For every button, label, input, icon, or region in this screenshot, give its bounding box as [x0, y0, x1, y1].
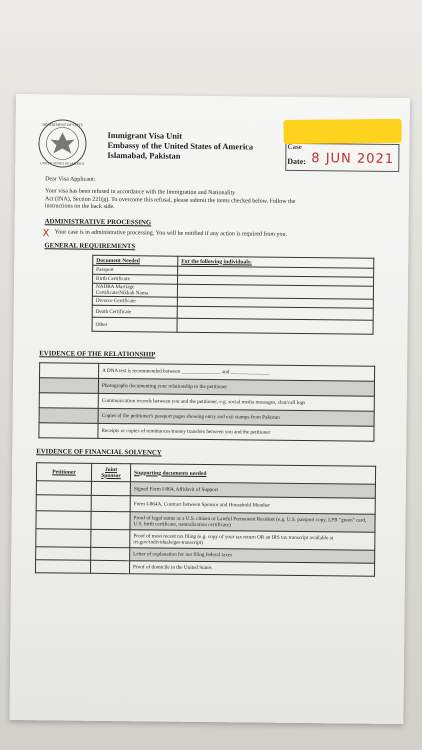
visa-refusal-letter [9, 94, 410, 724]
letter-body-line: instructions on the back side. [44, 203, 115, 211]
salutation: Dear Visa Applicant: [45, 176, 96, 183]
column-header: Document Needed [93, 255, 178, 266]
table-cell: Birth Certificate [93, 274, 178, 284]
general-heading: GENERAL REQUIREMENTS [44, 242, 136, 251]
table-cell: Communication records between you and the petitioner, e.g. social media messages, chat/call logs [98, 393, 374, 411]
table-cell: Signed Form I-864, Affidavit of Support [130, 482, 375, 499]
table-cell: Form I-864A, Contract between Sponsor and Household Member [130, 496, 375, 515]
department-of-state-seal-icon [37, 118, 88, 169]
column-header: Joint Sponsor [91, 463, 130, 481]
seal-text-top: DEPARTMENT OF STATE [42, 122, 83, 128]
column-header: Petitioner [36, 463, 91, 482]
admin-heading: ADMINISTRATIVE PROCESSING [44, 218, 152, 227]
table-cell: Letter of explanation for not filing federal taxes [130, 548, 375, 564]
table-row [92, 317, 373, 334]
letterhead-unit: Immigrant Visa Unit [107, 130, 183, 141]
letter-body-line: Your visa has been refused in accordance with the Immigration and Nationality [44, 188, 236, 197]
admin-text: Your case is in administrative processing. You will be notified if any action is required from you. [54, 229, 288, 238]
letterhead-embassy: Embassy of the United States of America [107, 140, 254, 152]
general-requirements-table [92, 255, 375, 335]
letter-body [45, 188, 395, 214]
letterhead-location: Islamabad, Pakistan [107, 150, 181, 161]
column-header: Supporting documents needed [130, 464, 375, 485]
table-cell: Death Certificate [92, 305, 177, 318]
table-cell: Proof of domicile in the United States [129, 561, 374, 577]
letterhead [107, 131, 253, 163]
table-cell: A DNA test is recommended between _______________ and _______________ [99, 363, 375, 381]
checkmark-x-icon: X [42, 228, 50, 240]
case-label: Case [287, 142, 302, 151]
relationship-heading: EVIDENCE OF THE RELATIONSHIP [39, 350, 156, 359]
seal-text-bottom: UNITED STATES OF AMERICA [40, 161, 85, 166]
financial-solvency-table [35, 462, 376, 577]
table-cell: Other [92, 317, 177, 332]
date-label: Date: [287, 156, 307, 167]
table-cell: Passport [93, 265, 178, 275]
redaction-highlight [284, 119, 402, 144]
table-row [39, 423, 374, 442]
table-cell: Copies of the petitioner's passport pages showing entry and exit stamps from Pakistan [98, 408, 374, 426]
financial-heading: EVIDENCE OF FINANCIAL SOLVENCY [36, 448, 162, 457]
relationship-table [38, 362, 375, 442]
table-row [35, 560, 374, 577]
table-cell: Proof of legal status as a U.S. citizen or Lawful Permanent Resident (e.g. U.S. passport copy, LPR "green" card, U.S. birth certificate, naturalization certificate) [130, 512, 375, 533]
table-cell: Receipts or copies of remittances/money transfers between you and the petitioner [98, 423, 374, 441]
table-cell: NADRA Marriage Certificate/Nikkah Nama [92, 283, 177, 297]
handwritten-date: 8 JUN 2021 [311, 151, 395, 167]
table-cell: Photographs documenting your relationship to the petitioner [98, 378, 374, 396]
column-header: For the following individuals: [178, 256, 374, 268]
table-cell: Divorce Certificate [92, 296, 177, 306]
letter-body-line: Act (INA), Section 221(g). To overcome this refusal, please submit the items checked below. Follow the [44, 195, 296, 205]
table-cell: Proof of most recent tax filing (e.g. copy of your tax return OR an IRS tax transcript available at irs.gov/individuals/get-transcript) [130, 530, 375, 551]
